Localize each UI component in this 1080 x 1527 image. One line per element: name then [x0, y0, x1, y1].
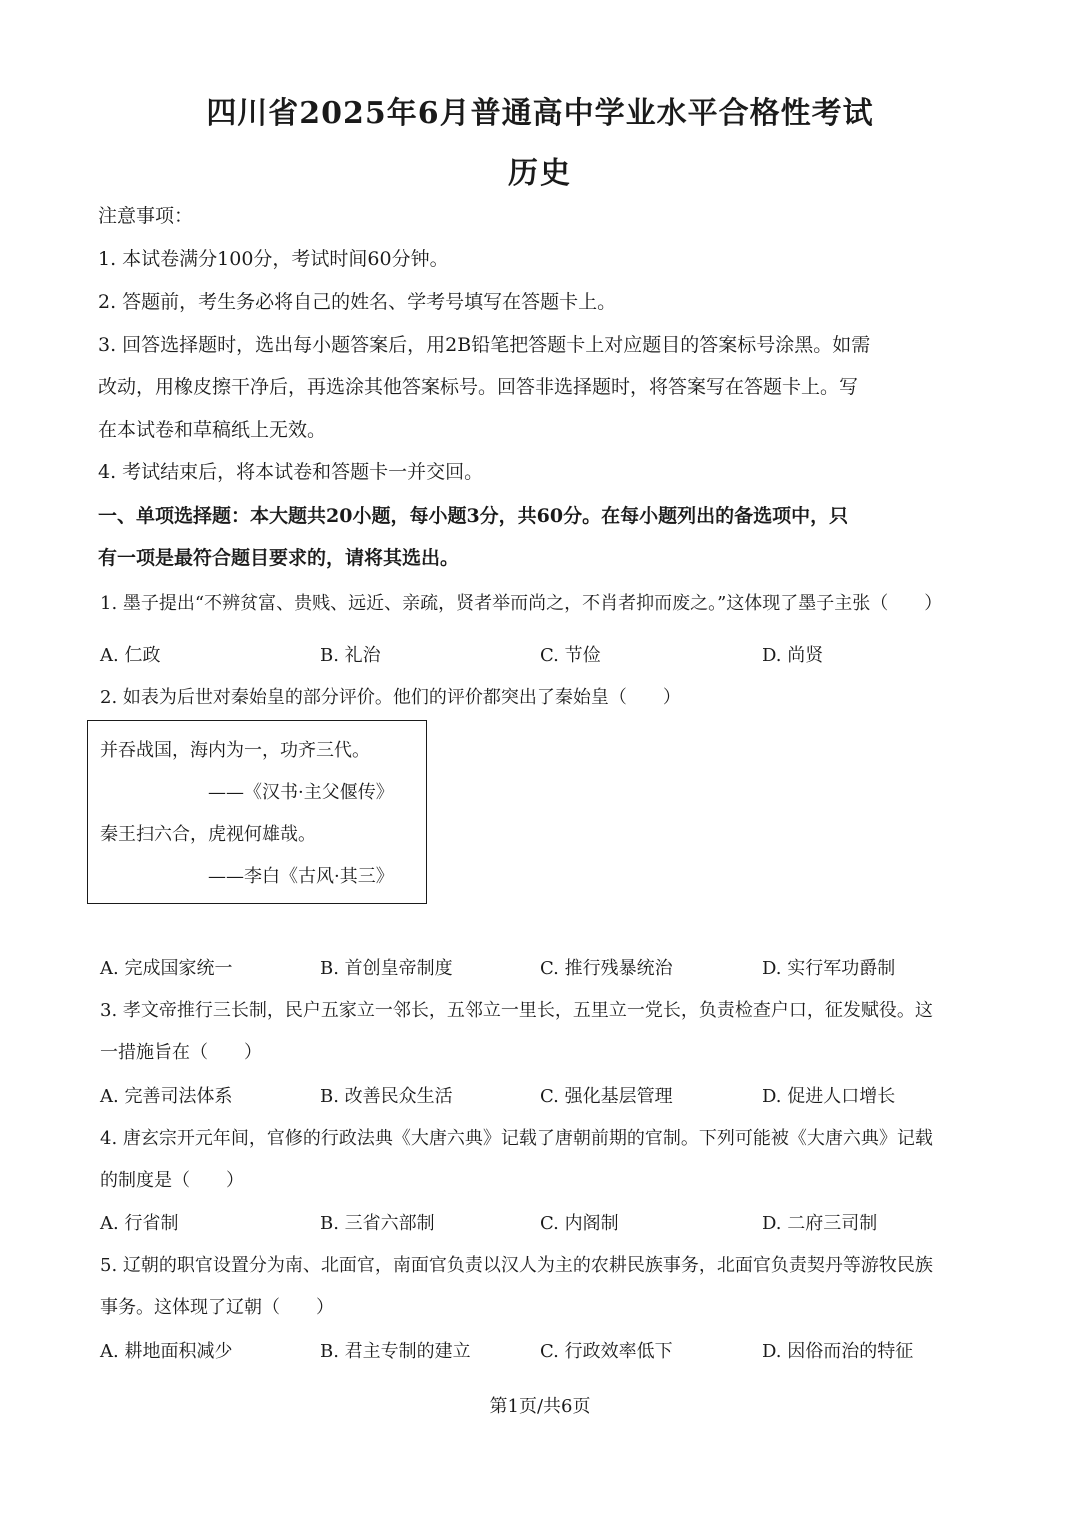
question-4-option-d[interactable]: D. 二府三司制	[762, 1213, 878, 1234]
question-5-stem-cont: 事务。这体现了辽朝（ ）	[100, 1297, 334, 1318]
question-4-option-c[interactable]: C. 内阁制	[540, 1213, 619, 1234]
quote-table	[87, 720, 427, 904]
question-1-option-d[interactable]: D. 尚贤	[762, 645, 824, 666]
notice-heading: 注意事项：	[98, 205, 194, 227]
question-4-stem: 4. 唐玄宗开元年间，官修的行政法典《大唐六典》记载了唐朝前期的官制。下列可能被《大唐六典》记载	[100, 1128, 933, 1149]
question-4-option-a[interactable]: A. 行省制	[100, 1213, 179, 1234]
page-number: 第1页/共6页	[489, 1396, 591, 1417]
notice-item: 1. 本试卷满分100分，考试时间60分钟。	[98, 248, 449, 270]
question-3-option-a[interactable]: A. 完善司法体系	[100, 1086, 233, 1107]
question-3-option-c[interactable]: C. 强化基层管理	[540, 1086, 673, 1107]
question-5-option-d[interactable]: D. 因俗而治的特征	[762, 1341, 914, 1362]
question-3-stem: 3. 孝文帝推行三长制，民户五家立一邻长，五邻立一里长，五里立一党长，负责检查户口，征发赋役。这	[100, 1000, 933, 1021]
section-heading: 一、单项选择题：本大题共20小题，每小题3分，共60分。在每小题列出的备选项中，只	[98, 505, 849, 527]
question-2-stem: 2. 如表为后世对秦始皇的部分评价。他们的评价都突出了秦始皇（ ）	[100, 687, 681, 708]
question-2-option-c[interactable]: C. 推行残暴统治	[540, 958, 673, 979]
question-1-option-b[interactable]: B. 礼治	[320, 645, 381, 666]
question-2-option-b[interactable]: B. 首创皇帝制度	[320, 958, 453, 979]
notice-item: 改动，用橡皮擦干净后，再选涂其他答案标号。回答非选择题时，将答案写在答题卡上。写	[98, 376, 859, 398]
question-1-option-a[interactable]: A. 仁政	[100, 645, 161, 666]
question-5-option-a[interactable]: A. 耕地面积减少	[100, 1341, 233, 1362]
quote-text-2: 秦王扫六合，虎视何雄哉。	[100, 824, 316, 845]
question-4-stem-cont: 的制度是（ ）	[100, 1170, 244, 1191]
quote-text-1: 并吞战国，海内为一，功齐三代。	[100, 740, 370, 761]
question-1-option-c[interactable]: C. 节俭	[540, 645, 601, 666]
question-2-option-a[interactable]: A. 完成国家统一	[100, 958, 233, 979]
quote-source-2: ——李白《古风·其三》	[208, 866, 394, 887]
notice-item: 4. 考试结束后，将本试卷和答题卡一并交回。	[98, 461, 484, 483]
question-1-stem: 1. 墨子提出“不辨贫富、贵贱、远近、亲疏，贤者举而尚之，不肖者抑而废之。”这体现了墨子主张（ ）	[100, 593, 943, 614]
question-5-option-c[interactable]: C. 行政效率低下	[540, 1341, 673, 1362]
notice-item: 在本试卷和草稿纸上无效。	[98, 419, 327, 441]
quote-source-1: ——《汉书·主父偃传》	[208, 782, 394, 803]
question-3-option-b[interactable]: B. 改善民众生活	[320, 1086, 453, 1107]
exam-title: 四川省2025年6月普通高中学业水平合格性考试	[206, 96, 874, 131]
exam-subject: 历史	[508, 156, 572, 191]
question-3-stem-cont: 一措施旨在（ ）	[100, 1042, 262, 1063]
question-4-option-b[interactable]: B. 三省六部制	[320, 1213, 435, 1234]
question-3-option-d[interactable]: D. 促进人口增长	[762, 1086, 896, 1107]
question-5-option-b[interactable]: B. 君主专制的建立	[320, 1341, 471, 1362]
notice-item: 3. 回答选择题时，选出每小题答案后，用2B铅笔把答题卡上对应题目的答案标号涂黑。如需	[98, 334, 871, 356]
question-5-stem: 5. 辽朝的职官设置分为南、北面官，南面官负责以汉人为主的农耕民族事务，北面官负责契丹等游牧民族	[100, 1255, 933, 1276]
section-heading-cont: 有一项是最符合题目要求的，请将其选出。	[98, 547, 460, 569]
notice-item: 2. 答题前，考生务必将自己的姓名、学考号填写在答题卡上。	[98, 291, 617, 313]
question-2-option-d[interactable]: D. 实行军功爵制	[762, 958, 896, 979]
